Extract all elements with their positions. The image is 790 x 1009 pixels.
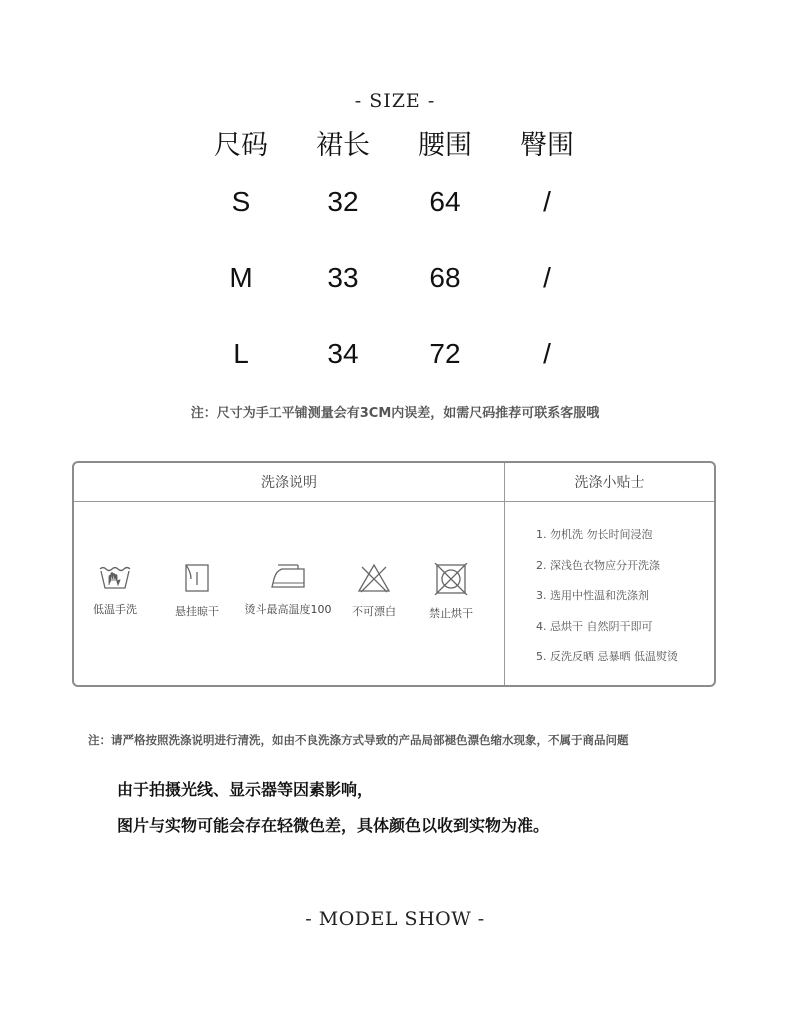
list-item: 1. 勿机洗 勿长时间浸泡 [536, 528, 653, 541]
care-item-no-bleach [338, 563, 410, 621]
table-cell: 68 [429, 262, 461, 293]
care-label: 低温手洗 [93, 603, 137, 616]
list-item: 2. 深浅色衣物应分开洗涤 [536, 558, 660, 572]
care-label: 禁止烘干 [429, 607, 473, 620]
wash-tips-title: 洗涤小贴士 [574, 475, 645, 491]
model-show-title: - MODEL SHOW - [305, 908, 485, 930]
wash-instructions-title: 洗涤说明 [261, 475, 317, 491]
color-note-line-2: 图片与实物可能会存在轻微色差，具体颜色以收到实物为准。 [117, 816, 550, 835]
no-tumble-dry-icon [434, 563, 468, 595]
header-skirt-length: 裙长 [316, 129, 370, 161]
care-item-iron [238, 563, 338, 621]
no-bleach-icon [357, 563, 391, 593]
care-item-hand-wash [74, 563, 156, 621]
wash-instructions-box [72, 461, 716, 687]
table-cell: / [543, 338, 551, 369]
iron-icon [268, 563, 308, 591]
care-icons [74, 563, 504, 621]
header-hip: 臀围 [520, 129, 574, 161]
size-row-l [190, 316, 600, 392]
list-item: 5. 反洗反晒 忌暴晒 低温熨烫 [536, 650, 678, 663]
care-label: 悬挂晾干 [175, 605, 219, 618]
table-cell: S [231, 186, 251, 217]
table-cell: / [543, 186, 551, 217]
header-size: 尺码 [214, 129, 268, 161]
list-item: 3. 选用中性温和洗涤剂 [536, 589, 649, 602]
wash-note: 注：请严格按照洗涤说明进行清洗，如由不良洗涤方式导致的产品局部褪色漂色缩水现象，不属于商品问题 [88, 733, 629, 747]
color-note-line-1: 由于拍摄光线、显示器等因素影响， [117, 780, 374, 799]
size-title: - SIZE - [354, 90, 436, 112]
divider [74, 501, 714, 502]
list-item: 4. 忌烘干 自然阴干即可 [536, 619, 653, 633]
care-label: 不可漂白 [352, 605, 396, 618]
care-item-hang-dry [156, 563, 238, 621]
table-cell: 34 [327, 338, 359, 369]
care-label: 烫斗最高温度100 [244, 603, 332, 616]
table-cell: L [233, 338, 249, 369]
size-row-m [190, 240, 600, 316]
hand-wash-icon [98, 563, 132, 591]
care-item-no-tumble-dry [410, 563, 492, 621]
color-difference-note [117, 778, 549, 850]
size-table-header [190, 120, 600, 164]
table-cell: M [229, 262, 253, 293]
table-cell: 33 [327, 262, 359, 293]
size-note: 注：尺寸为手工平铺测量会有3CM内误差，如需尺码推荐可联系客服哦 [190, 406, 600, 421]
header-waist: 腰围 [418, 129, 472, 161]
table-cell: 64 [429, 186, 461, 217]
size-row-s [190, 164, 600, 240]
table-cell: 32 [327, 186, 359, 217]
size-table [190, 120, 600, 392]
hang-dry-icon [180, 563, 214, 593]
table-cell: / [543, 262, 551, 293]
table-cell: 72 [429, 338, 461, 369]
wash-tips-list [536, 526, 711, 679]
